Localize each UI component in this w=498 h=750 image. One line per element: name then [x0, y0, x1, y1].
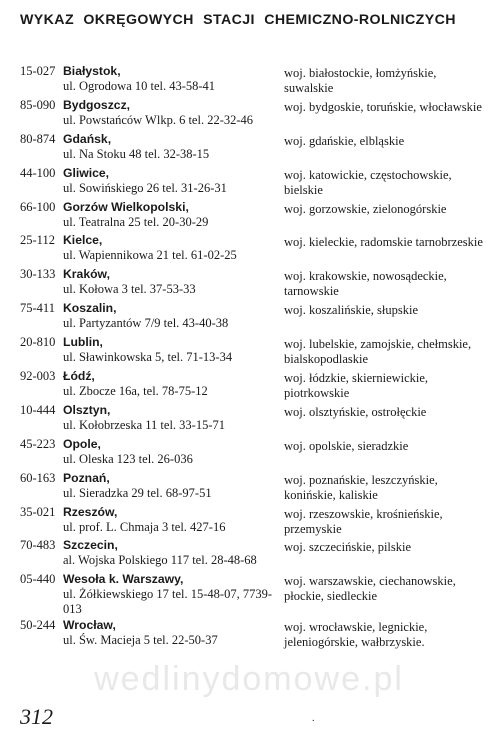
address-line: ul. Kołobrzeska 11 tel. 33-15-71	[63, 417, 225, 432]
address-line: ul. Oleska 123 tel. 26-036	[63, 451, 193, 466]
postal-code: 60-163	[20, 470, 56, 485]
address-line: ul. Sieradzka 29 tel. 68-97-51	[63, 485, 212, 500]
list-item	[0, 64, 498, 98]
voivodeship-list: woj. poznańskie, leszczyńskie, konińskie, kaliskie	[284, 472, 438, 502]
city-name: Wesoła k. Warszawy,	[63, 572, 184, 587]
city-name: Lublin,	[63, 335, 103, 350]
address-line: ul. Żółkiewskiego 17 tel. 15-48-07, 7739-013	[63, 587, 272, 617]
postal-code: 92-003	[20, 369, 56, 384]
voivodeship-list: woj. kieleckie, radomskie tarnobrzeskie	[284, 235, 483, 250]
address-line: ul. Zbocze 16a, tel. 78-75-12	[63, 384, 208, 399]
voivodeship-list: woj. szczecińskie, pilskie	[284, 540, 412, 555]
voivodeship-list: woj. koszalińskie, słupskie	[284, 303, 419, 318]
voivodeship-list: woj. bydgoskie, toruńskie, włocławskie	[284, 99, 482, 114]
list-item	[0, 538, 498, 572]
city-name: Wrocław,	[63, 618, 116, 633]
city-name: Opole,	[63, 436, 101, 451]
voivodeship-list: woj. katowickie, częstochowskie, bielskie	[284, 167, 452, 197]
address-line: ul. Kołowa 3 tel. 37-53-33	[63, 282, 196, 297]
watermark: wedlinydomowe.pl	[94, 660, 404, 698]
page-title: WYKAZ OKRĘGOWYCH STACJI CHEMICZNO-ROLNICZYCH	[20, 12, 456, 28]
address-line: ul. Ogrodowa 10 tel. 43-58-41	[63, 79, 216, 93]
voivodeship-list: woj. wrocławskie, legnickie, jeleniogórskie, wałbrzyskie.	[284, 620, 428, 650]
voivodeship-list: woj. warszawskie, ciechanowskie, płockie, siedleckie	[284, 574, 456, 604]
list-item	[0, 505, 498, 539]
address-line: ul. Sowińskiego 26 tel. 31-26-31	[63, 180, 227, 195]
city-name: Olsztyn,	[63, 402, 111, 417]
voivodeship-list: woj. łódzkie, skierniewickie, piotrkowskie	[284, 371, 429, 401]
city-name: Kraków,	[63, 267, 110, 282]
city-name: Łódź,	[63, 369, 95, 384]
list-item	[0, 335, 498, 369]
list-item	[0, 98, 498, 132]
list-item	[0, 403, 498, 437]
station-list	[0, 64, 498, 652]
postal-code: 66-100	[20, 199, 56, 214]
city-name: Bydgoszcz,	[63, 97, 131, 112]
dot-mark: .	[312, 713, 315, 724]
voivodeship-list: woj. białostockie, łomżyńskie, suwalskie	[284, 66, 437, 95]
list-item	[0, 233, 498, 267]
voivodeship-list: woj. gdańskie, elbląskie	[284, 133, 405, 148]
address-line: ul. prof. L. Chmaja 3 tel. 427-16	[63, 519, 226, 534]
address-line: ul. Sławinkowska 5, tel. 71-13-34	[63, 350, 233, 365]
list-item	[0, 618, 498, 652]
voivodeship-list: woj. gorzowskie, zielonogórskie	[284, 201, 447, 216]
voivodeship-list: woj. olsztyńskie, ostrołęckie	[284, 404, 427, 419]
address-line: ul. Teatralna 25 tel. 20-30-29	[63, 214, 209, 229]
postal-code: 35-021	[20, 504, 56, 519]
postal-code: 05-440	[20, 572, 56, 587]
voivodeship-list: woj. lubelskie, zamojskie, chełmskie, bialskopodlaskie	[284, 337, 472, 367]
city-name: Kielce,	[63, 233, 103, 248]
address-line: ul. Wapiennikowa 21 tel. 61-02-25	[63, 248, 237, 263]
list-item	[0, 437, 498, 471]
address-line: ul. Powstańców Wlkp. 6 tel. 22-32-46	[63, 112, 254, 127]
city-name: Gliwice,	[63, 165, 110, 180]
list-item	[0, 471, 498, 505]
city-name: Gdańsk,	[63, 131, 112, 146]
postal-code: 45-223	[20, 436, 56, 451]
city-name: Rzeszów,	[63, 504, 118, 519]
address-line: ul. Partyzantów 7/9 tel. 43-40-38	[63, 316, 229, 331]
list-item	[0, 267, 498, 301]
postal-code: 80-874	[20, 131, 56, 146]
voivodeship-list: woj. opolskie, sieradzkie	[284, 438, 409, 453]
city-name: Szczecin,	[63, 538, 118, 553]
postal-code: 50-244	[20, 618, 56, 633]
list-item	[0, 132, 498, 166]
city-name: Gorzów Wielkopolski,	[63, 199, 189, 214]
postal-code: 25-112	[20, 233, 55, 248]
list-item	[0, 166, 498, 200]
postal-code: 20-810	[20, 335, 56, 350]
page-number: 312	[20, 704, 53, 729]
address-line: ul. Na Stoku 48 tel. 32-38-15	[63, 146, 210, 161]
list-item	[0, 301, 498, 335]
address-line: ul. Św. Macieja 5 tel. 22-50-37	[63, 633, 218, 648]
postal-code: 10-444	[20, 402, 56, 417]
list-item	[0, 369, 498, 403]
list-item	[0, 200, 498, 234]
address-line: al. Wojska Polskiego 117 tel. 28-48-68	[63, 553, 257, 568]
list-item	[0, 572, 498, 618]
voivodeship-list: woj. krakowskie, nowosądeckie, tarnowskie	[284, 269, 447, 299]
voivodeship-list: woj. rzeszowskie, krośnieńskie, przemyskie	[284, 506, 443, 536]
postal-code: 85-090	[20, 97, 56, 112]
city-name: Białystok,	[63, 64, 121, 78]
city-name: Poznań,	[63, 470, 110, 485]
postal-code: 44-100	[20, 165, 56, 180]
city-name: Koszalin,	[63, 301, 117, 316]
postal-code: 70-483	[20, 538, 56, 553]
postal-code: 75-411	[20, 301, 55, 316]
postal-code: 30-133	[20, 267, 56, 282]
postal-code: 15-027	[20, 64, 56, 78]
